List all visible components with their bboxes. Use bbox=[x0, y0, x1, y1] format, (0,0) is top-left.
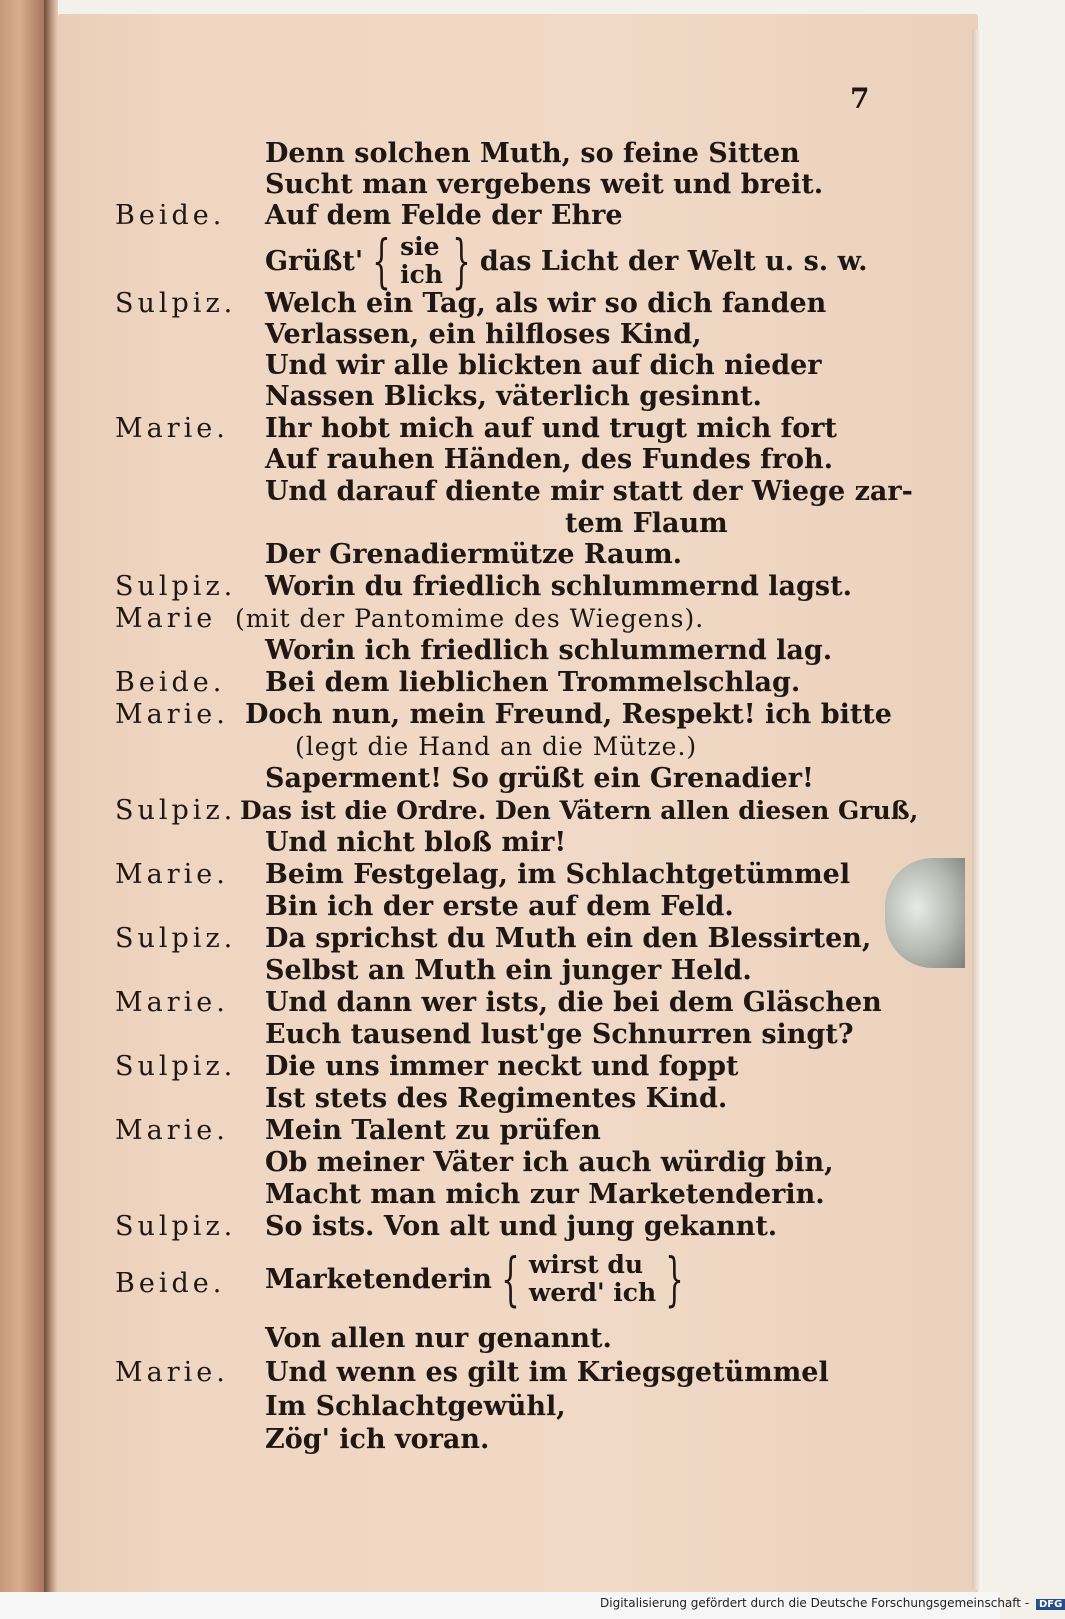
text-line bbox=[0, 570, 1000, 604]
verse: Beim Festgelag, im Schlachtgetümmel bbox=[265, 859, 851, 890]
speaker-name: Beide. bbox=[115, 1268, 226, 1299]
alternative: sie bbox=[400, 232, 440, 261]
verse: Bin ich der erste auf dem Feld. bbox=[265, 891, 734, 922]
text-line bbox=[0, 443, 1000, 477]
text-line bbox=[0, 168, 1000, 202]
verse: Denn solchen Muth, so feine Sitten bbox=[265, 138, 800, 169]
alternative: ich bbox=[400, 260, 443, 289]
alternative: werd' ich bbox=[528, 1278, 657, 1307]
verse: Ist stets des Regimentes Kind. bbox=[265, 1083, 728, 1114]
verse: Und wir alle blickten auf dich nieder bbox=[265, 350, 822, 381]
text-line bbox=[0, 1267, 240, 1301]
verse: tem Flaum bbox=[565, 508, 728, 539]
verse: Im Schlachtgewühl, bbox=[265, 1391, 566, 1422]
text-line-brace bbox=[265, 1245, 693, 1313]
text-line bbox=[0, 666, 1000, 700]
verse: Doch nun, mein Freund, Respekt! ich bitte bbox=[245, 699, 892, 730]
speaker-name: Sulpiz. bbox=[115, 571, 237, 602]
speaker-name: Marie. bbox=[115, 987, 229, 1018]
verse: Ob meiner Väter ich auch würdig bin, bbox=[265, 1147, 834, 1178]
verse: Grüßt' bbox=[265, 245, 364, 277]
text-line bbox=[0, 1356, 1000, 1390]
verse: Mein Talent zu prüfen bbox=[265, 1115, 601, 1146]
text-line bbox=[0, 412, 1000, 446]
text-line bbox=[0, 1050, 1000, 1084]
right-brace: } bbox=[452, 227, 471, 295]
text-line bbox=[0, 890, 1000, 924]
text-line bbox=[0, 1018, 1000, 1052]
text-line bbox=[0, 507, 1000, 541]
speaker-name: Sulpiz. bbox=[115, 795, 237, 826]
text-line bbox=[0, 538, 1000, 572]
text-line bbox=[0, 602, 1000, 636]
verse: Das ist die Ordre. Den Vätern allen diesen Gruß, bbox=[240, 796, 919, 825]
speaker-name: Beide. bbox=[115, 667, 226, 698]
text-line bbox=[0, 199, 1000, 233]
speaker-name: Marie. bbox=[115, 413, 229, 444]
left-brace: { bbox=[372, 227, 391, 295]
verse: Auf dem Felde der Ehre bbox=[265, 200, 623, 231]
text-line bbox=[0, 1146, 1000, 1180]
verse: Saperment! So grüßt ein Grenadier! bbox=[265, 763, 814, 794]
verse: Macht man mich zur Marketenderin. bbox=[265, 1179, 825, 1210]
text-line bbox=[0, 380, 1000, 414]
right-brace: } bbox=[665, 1245, 684, 1313]
text-line bbox=[0, 634, 1000, 668]
verse: Selbst an Muth ein junger Held. bbox=[265, 955, 752, 986]
text-line bbox=[0, 318, 1000, 352]
text-line bbox=[0, 475, 1000, 509]
speaker-name: Beide. bbox=[115, 200, 226, 231]
alternative: wirst du bbox=[528, 1250, 644, 1279]
verse: Bei dem lieblichen Trommelschlag. bbox=[265, 667, 801, 698]
verse: Nassen Blicks, väterlich gesinnt. bbox=[265, 381, 762, 412]
text-line bbox=[0, 1210, 1000, 1244]
text-line bbox=[0, 858, 1000, 892]
alternatives bbox=[400, 233, 443, 289]
speaker-name: Marie bbox=[115, 603, 217, 634]
verse: So ists. Von alt und jung gekannt. bbox=[265, 1211, 778, 1242]
stage-direction: (mit der Pantomime des Wiegens). bbox=[235, 604, 705, 633]
speaker-name: Sulpiz. bbox=[115, 288, 237, 319]
text-line bbox=[0, 1322, 1000, 1356]
text-line bbox=[0, 287, 1000, 321]
alternatives bbox=[529, 1251, 656, 1307]
text-line-brace bbox=[265, 227, 868, 295]
verse: Worin du friedlich schlummernd lagst. bbox=[265, 571, 852, 602]
left-brace: { bbox=[501, 1245, 520, 1313]
text-line bbox=[0, 794, 1000, 828]
speaker-name: Marie. bbox=[115, 699, 229, 730]
verse: Auf rauhen Händen, des Fundes froh. bbox=[265, 444, 834, 475]
speaker-name: Marie. bbox=[115, 1357, 229, 1388]
verse: Sucht man vergebens weit und breit. bbox=[265, 169, 824, 200]
page-number: 7 bbox=[850, 82, 870, 115]
verse: Von allen nur genannt. bbox=[265, 1323, 612, 1354]
scanner-clip bbox=[885, 858, 965, 968]
verse: Da sprichst du Muth ein den Blessirten, bbox=[265, 923, 872, 954]
text-line bbox=[0, 137, 1000, 171]
text-line bbox=[0, 1390, 1000, 1424]
speaker-name: Sulpiz. bbox=[115, 1051, 237, 1082]
speaker-name: Sulpiz. bbox=[115, 1211, 237, 1242]
verse: Und darauf diente mir statt der Wiege zar- bbox=[265, 476, 913, 507]
text-line bbox=[0, 954, 1000, 988]
verse: Und dann wer ists, die bei dem Gläschen bbox=[265, 987, 882, 1018]
verse: Der Grenadiermütze Raum. bbox=[265, 539, 683, 570]
speaker-name: Marie. bbox=[115, 859, 229, 890]
speaker-name: Sulpiz. bbox=[115, 923, 237, 954]
verse: das Licht der Welt u. s. w. bbox=[479, 245, 868, 277]
text-line bbox=[0, 1082, 1000, 1116]
verse: Und wenn es gilt im Kriegsgetümmel bbox=[265, 1357, 829, 1388]
verse: Euch tausend lust'ge Schnurren singt? bbox=[265, 1019, 854, 1050]
text-line bbox=[0, 730, 1000, 764]
text-line bbox=[0, 349, 1000, 383]
verse: Welch ein Tag, als wir so dich fanden bbox=[265, 288, 827, 319]
text-line bbox=[0, 1178, 1000, 1212]
text-line bbox=[0, 986, 1000, 1020]
verse: Ihr hobt mich auf und trugt mich fort bbox=[265, 413, 837, 444]
stage-direction: (legt die Hand an die Mütze.) bbox=[295, 732, 698, 761]
text-line bbox=[0, 1423, 1000, 1457]
verse: Verlassen, ein hilfloses Kind, bbox=[265, 319, 702, 350]
verse: Worin ich friedlich schlummernd lag. bbox=[265, 635, 833, 666]
text-line bbox=[0, 698, 1000, 732]
speaker-name: Marie. bbox=[115, 1115, 229, 1146]
text-line bbox=[0, 826, 1000, 860]
text-line bbox=[0, 762, 1000, 796]
text-line bbox=[0, 1114, 1000, 1148]
verse: Marketenderin bbox=[265, 1263, 492, 1295]
dfg-logo: DFG bbox=[1036, 1599, 1065, 1610]
verse: Die uns immer neckt und foppt bbox=[265, 1051, 739, 1082]
credit-text: Digitalisierung gefördert durch die Deutsche Forschungsgemeinschaft - bbox=[600, 1596, 1030, 1610]
text-line bbox=[0, 922, 1000, 956]
verse: Zög' ich voran. bbox=[265, 1424, 490, 1455]
digitization-credit bbox=[600, 1596, 1065, 1610]
verse: Und nicht bloß mir! bbox=[265, 827, 567, 858]
